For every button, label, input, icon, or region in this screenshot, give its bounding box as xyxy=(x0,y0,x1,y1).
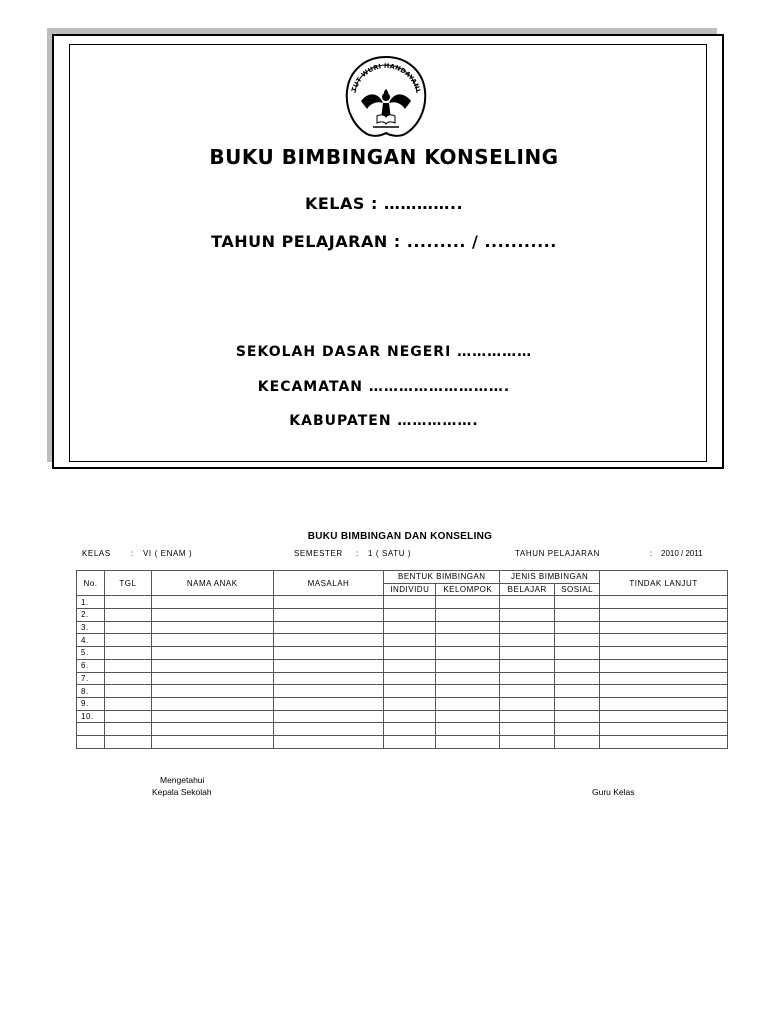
header-no: No. xyxy=(77,571,105,596)
cover-sekolah: SEKOLAH DASAR NEGERI …………… xyxy=(235,344,533,360)
table-cell xyxy=(151,685,273,698)
table-cell xyxy=(384,685,436,698)
table-cell xyxy=(436,596,500,609)
table-cell xyxy=(151,723,273,736)
table-row xyxy=(77,672,728,685)
table-cell xyxy=(384,735,436,748)
row-number: 8. xyxy=(77,685,105,698)
header-masalah: MASALAH xyxy=(273,571,384,596)
table-cell xyxy=(555,685,600,698)
table-cell xyxy=(500,710,555,723)
header-belajar: BELAJAR xyxy=(500,583,555,596)
kelas-label: KELAS xyxy=(82,549,111,558)
row-number: 10. xyxy=(77,710,105,723)
table-cell xyxy=(436,672,500,685)
table-cell xyxy=(500,634,555,647)
table-cell xyxy=(555,647,600,660)
table-cell xyxy=(104,710,151,723)
table-row xyxy=(77,685,728,698)
row-number: 6. xyxy=(77,659,105,672)
table-cell xyxy=(555,723,600,736)
row-number: 9. xyxy=(77,697,105,710)
table-row xyxy=(77,621,728,634)
sheet-title: BUKU BIMBINGAN DAN KONSELING xyxy=(307,531,493,542)
table-cell xyxy=(384,672,436,685)
table-cell xyxy=(104,609,151,622)
table-cell xyxy=(436,609,500,622)
row-number xyxy=(77,723,105,736)
kepala-sekolah-label: Kepala Sekolah xyxy=(152,787,212,797)
semester-label: SEMESTER xyxy=(294,549,343,558)
table-cell xyxy=(104,596,151,609)
table-cell xyxy=(555,710,600,723)
guru-kelas-label: Guru Kelas xyxy=(592,787,635,797)
table-cell xyxy=(104,647,151,660)
table-cell xyxy=(104,672,151,685)
row-number: 5. xyxy=(77,647,105,660)
table-cell xyxy=(273,596,384,609)
row-number: 2. xyxy=(77,609,105,622)
table-cell xyxy=(436,659,500,672)
table-cell xyxy=(273,672,384,685)
table-cell xyxy=(273,621,384,634)
header-kelompok: KELOMPOK xyxy=(436,583,500,596)
table-cell xyxy=(104,697,151,710)
table-cell xyxy=(151,621,273,634)
table-cell xyxy=(600,697,728,710)
cover-title: BUKU BIMBINGAN KONSELING xyxy=(209,145,559,169)
table-cell xyxy=(384,659,436,672)
table-cell xyxy=(384,710,436,723)
table-cell xyxy=(500,697,555,710)
table-cell xyxy=(151,659,273,672)
table-cell xyxy=(555,672,600,685)
table-cell xyxy=(600,672,728,685)
table-cell xyxy=(436,723,500,736)
table-cell xyxy=(436,647,500,660)
table-row xyxy=(77,710,728,723)
table-cell xyxy=(151,735,273,748)
semester-value: 1 ( SATU ) xyxy=(368,549,412,558)
tut-wuri-handayani-emblem-icon xyxy=(339,53,433,138)
table-cell xyxy=(273,723,384,736)
table-row xyxy=(77,596,728,609)
table-cell xyxy=(384,697,436,710)
table-row xyxy=(77,634,728,647)
mengetahui-label: Mengetahui xyxy=(160,775,205,785)
table-cell xyxy=(600,735,728,748)
table-header-row xyxy=(77,571,728,584)
table-cell xyxy=(500,735,555,748)
table-cell xyxy=(500,672,555,685)
header-individu: INDIVIDU xyxy=(384,583,436,596)
table-cell xyxy=(104,685,151,698)
table-cell xyxy=(151,672,273,685)
table-cell xyxy=(151,634,273,647)
table-cell xyxy=(500,685,555,698)
table-cell xyxy=(104,723,151,736)
table-row xyxy=(77,697,728,710)
table-cell xyxy=(500,723,555,736)
header-tindak-lanjut: TINDAK LANJUT xyxy=(600,571,728,596)
row-number xyxy=(77,735,105,748)
row-number: 4. xyxy=(77,634,105,647)
row-number: 7. xyxy=(77,672,105,685)
table-cell xyxy=(600,659,728,672)
table-cell xyxy=(500,659,555,672)
table-cell xyxy=(104,735,151,748)
table-cell xyxy=(555,621,600,634)
table-cell xyxy=(104,634,151,647)
table-cell xyxy=(384,647,436,660)
cover-kabupaten: KABUPATEN ……………. xyxy=(289,413,479,429)
tahun-separator: : xyxy=(650,549,653,558)
table-cell xyxy=(555,735,600,748)
table-cell xyxy=(600,634,728,647)
table-cell xyxy=(273,710,384,723)
cover-tahun-pelajaran: TAHUN PELAJARAN : ......... / ........... xyxy=(211,232,557,251)
table-cell xyxy=(555,609,600,622)
kelas-separator: : xyxy=(131,549,134,558)
counseling-record-table xyxy=(76,570,728,749)
header-sosial: SOSIAL xyxy=(555,583,600,596)
tahun-label: TAHUN PELAJARAN xyxy=(515,549,600,558)
cover-kecamatan: KECAMATAN ………………………. xyxy=(257,379,511,395)
table-cell xyxy=(384,634,436,647)
table-cell xyxy=(500,647,555,660)
table-cell xyxy=(151,710,273,723)
table-cell xyxy=(384,596,436,609)
table-cell xyxy=(600,710,728,723)
table-cell xyxy=(151,697,273,710)
table-cell xyxy=(555,697,600,710)
table-cell xyxy=(104,621,151,634)
table-cell xyxy=(436,634,500,647)
table-cell xyxy=(600,621,728,634)
table-cell xyxy=(273,659,384,672)
row-number: 1. xyxy=(77,596,105,609)
table-cell xyxy=(151,596,273,609)
table-cell xyxy=(436,710,500,723)
table-cell xyxy=(151,609,273,622)
row-number: 3. xyxy=(77,621,105,634)
table-cell xyxy=(600,647,728,660)
table-cell xyxy=(500,596,555,609)
table-cell xyxy=(600,609,728,622)
table-cell xyxy=(555,596,600,609)
header-tgl: TGL xyxy=(104,571,151,596)
semester-separator: : xyxy=(356,549,359,558)
table-cell xyxy=(384,609,436,622)
table-cell xyxy=(273,697,384,710)
table-row xyxy=(77,735,728,748)
table-cell xyxy=(273,634,384,647)
header-jenis-bimbingan: JENIS BIMBINGAN xyxy=(500,571,600,584)
header-nama-anak: NAMA ANAK xyxy=(151,571,273,596)
table-cell xyxy=(104,659,151,672)
table-cell xyxy=(600,723,728,736)
table-cell xyxy=(384,723,436,736)
cover-kelas: KELAS : ………….. xyxy=(304,194,464,213)
table-row xyxy=(77,647,728,660)
table-row xyxy=(77,609,728,622)
table-cell xyxy=(273,609,384,622)
table-row xyxy=(77,723,728,736)
header-bentuk-bimbingan: BENTUK BIMBINGAN xyxy=(384,571,500,584)
table-cell xyxy=(436,685,500,698)
table-cell xyxy=(436,697,500,710)
table-cell xyxy=(273,647,384,660)
table-body xyxy=(77,596,728,748)
table-cell xyxy=(555,634,600,647)
tahun-value: 2010 / 2011 xyxy=(661,549,703,558)
table-cell xyxy=(500,609,555,622)
table-cell xyxy=(500,621,555,634)
table-row xyxy=(77,659,728,672)
svg-text:TUT WURI HANDAYANI: TUT WURI HANDAYANI xyxy=(349,61,423,93)
table-cell xyxy=(600,596,728,609)
table-cell xyxy=(273,735,384,748)
table-cell xyxy=(384,621,436,634)
kelas-value: VI ( ENAM ) xyxy=(143,549,193,558)
table-cell xyxy=(436,735,500,748)
table-cell xyxy=(151,647,273,660)
table-cell xyxy=(600,685,728,698)
table-cell xyxy=(436,621,500,634)
table-cell xyxy=(555,659,600,672)
table-cell xyxy=(273,685,384,698)
